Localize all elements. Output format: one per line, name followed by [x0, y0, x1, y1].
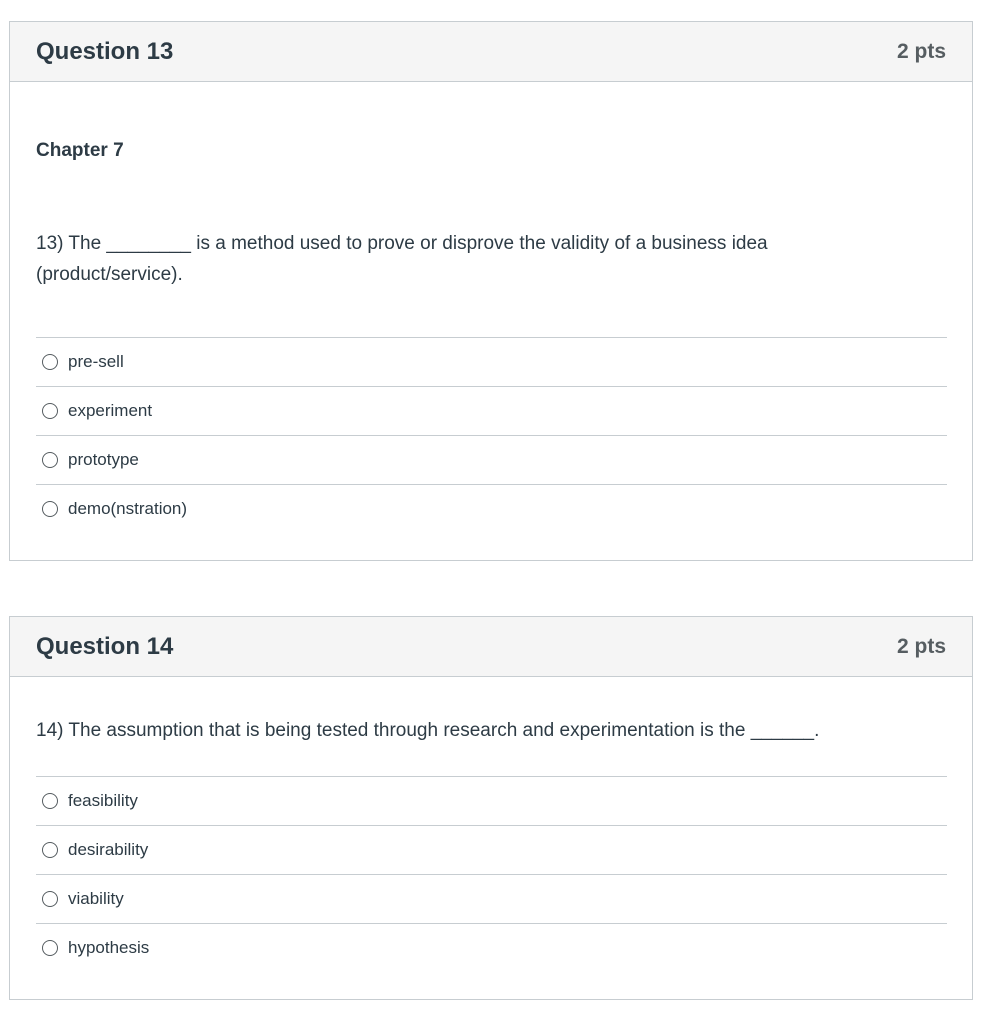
question-14-card — [9, 616, 973, 1000]
answer-option[interactable] — [36, 776, 947, 825]
radio-button[interactable] — [42, 940, 58, 956]
answer-option[interactable] — [36, 386, 947, 435]
question-text: 13) The ________ is a method used to prove or disprove the validity of a business idea (product/service). — [36, 233, 768, 285]
question-points: 2 pts — [896, 39, 946, 63]
question-title: Question 13 — [36, 37, 174, 65]
radio-button[interactable] — [42, 452, 58, 468]
radio-button[interactable] — [42, 403, 58, 419]
answer-label[interactable]: desirability — [68, 840, 149, 859]
answer-option[interactable] — [36, 825, 947, 874]
question-header — [10, 22, 972, 82]
answer-label[interactable]: experiment — [68, 401, 153, 420]
question-title: Question 14 — [36, 632, 174, 660]
question-text: 14) The assumption that is being tested through research and experimentation is the ______. — [36, 720, 820, 741]
radio-button[interactable] — [42, 842, 58, 858]
radio-button[interactable] — [42, 793, 58, 809]
radio-button[interactable] — [42, 891, 58, 907]
answer-list — [36, 776, 947, 972]
question-points: 2 pts — [896, 634, 946, 658]
chapter-label: Chapter 7 — [36, 140, 124, 161]
answer-option[interactable] — [36, 484, 947, 533]
question-13-card — [9, 21, 973, 561]
answer-label[interactable]: viability — [68, 889, 124, 908]
answer-label[interactable]: demo(nstration) — [68, 499, 188, 518]
answer-option[interactable] — [36, 874, 947, 923]
answer-label[interactable]: prototype — [68, 450, 139, 469]
answer-label[interactable]: feasibility — [68, 791, 138, 810]
question-header — [10, 617, 972, 677]
radio-button[interactable] — [42, 501, 58, 517]
answer-label[interactable]: pre-sell — [68, 352, 124, 371]
answer-option[interactable] — [36, 435, 947, 484]
answer-label[interactable]: hypothesis — [68, 938, 150, 957]
answer-option[interactable] — [36, 923, 947, 972]
answer-option[interactable] — [36, 337, 947, 386]
radio-button[interactable] — [42, 354, 58, 370]
answer-list — [36, 337, 947, 533]
